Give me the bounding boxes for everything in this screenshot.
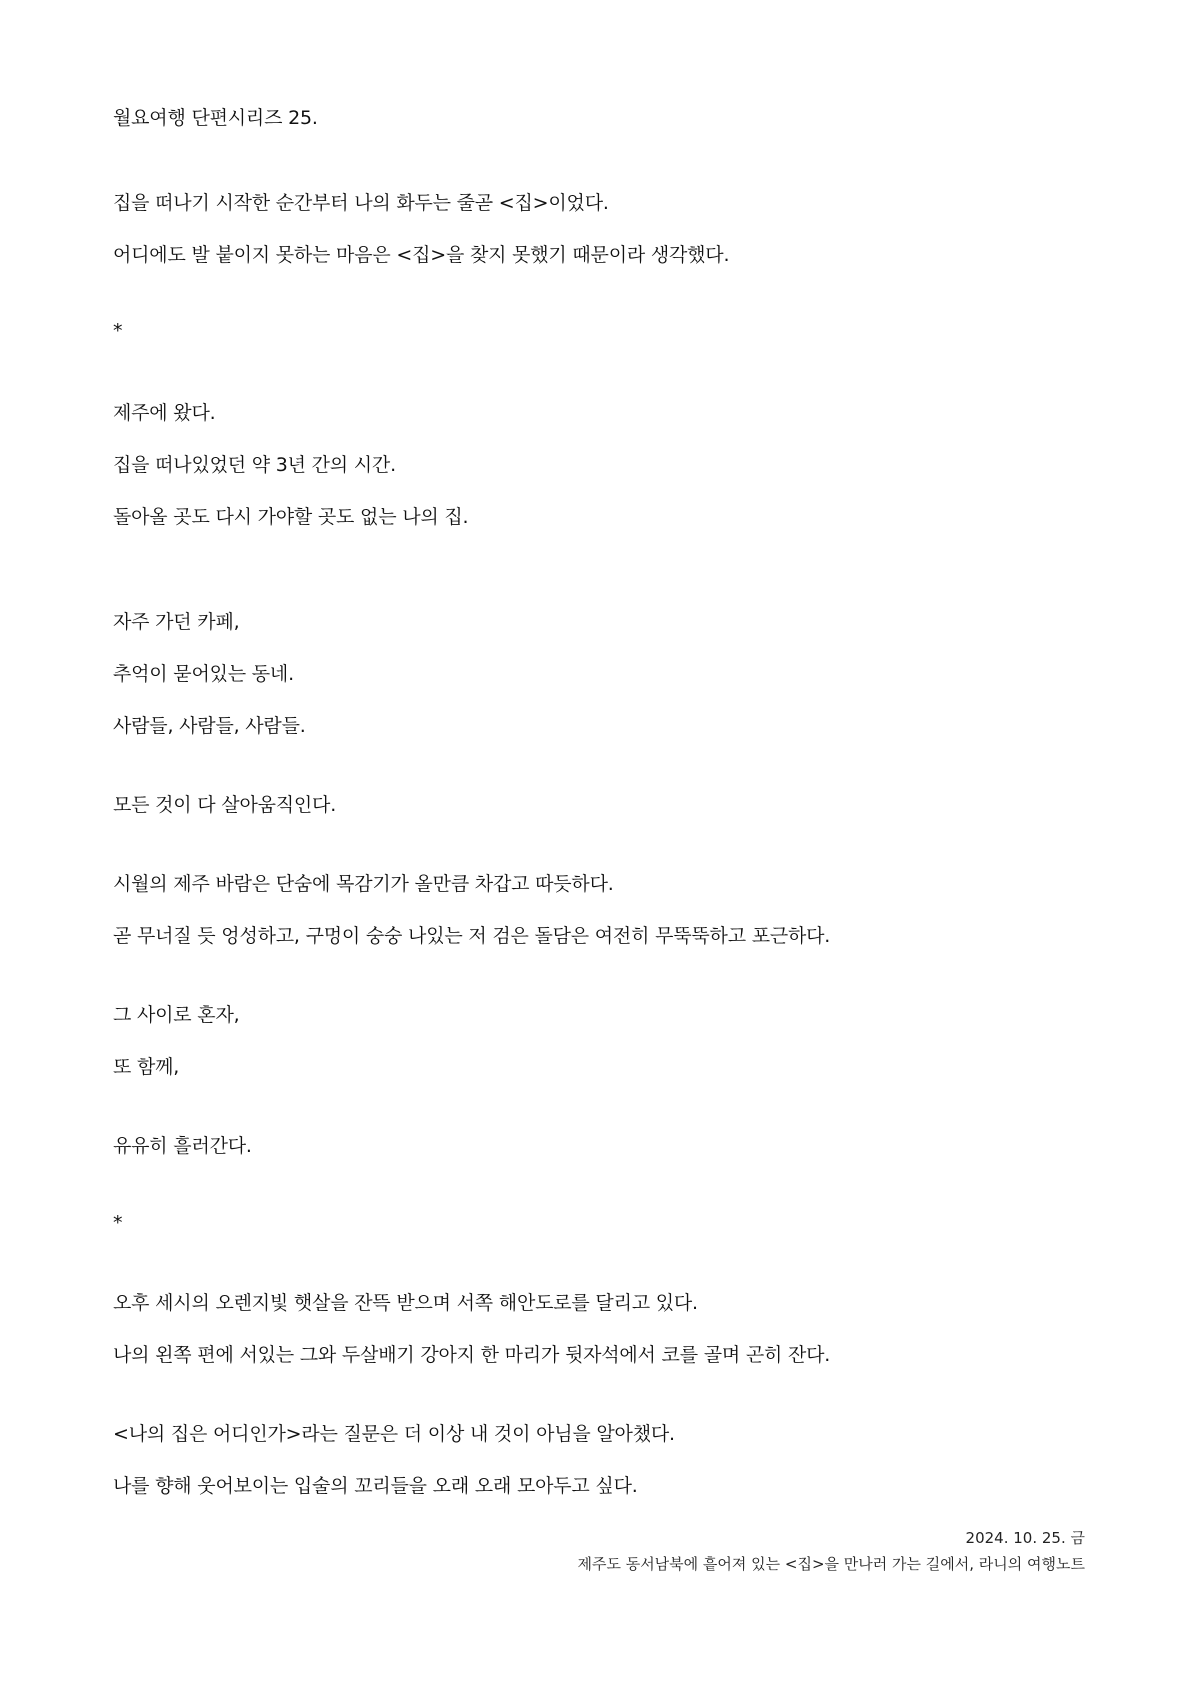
- footer-signature: 제주도 동서남북에 흩어져 있는 <집>을 만나러 가는 길에서, 라니의 여행노트: [577, 1555, 1085, 1573]
- text-line: 자주 가던 카페,: [113, 611, 240, 633]
- text-line: 오후 세시의 오렌지빛 햇살을 잔뜩 받으며 서쪽 해안도로를 달리고 있다.: [113, 1292, 698, 1314]
- section-divider: *: [113, 1212, 123, 1234]
- text-line: 모든 것이 다 살아움직인다.: [113, 794, 337, 816]
- text-line: 어디에도 발 붙이지 못하는 마음은 <집>을 찾지 못했기 때문이라 생각했다.: [113, 244, 730, 266]
- text-line: 또 함께,: [113, 1056, 180, 1078]
- section-divider: *: [113, 320, 123, 342]
- footer-date: 2024. 10. 25. 금: [965, 1529, 1085, 1547]
- text-line: 집을 떠나기 시작한 순간부터 나의 화두는 줄곧 <집>이었다.: [113, 192, 609, 214]
- text-line: 집을 떠나있었던 약 3년 간의 시간.: [113, 454, 396, 476]
- text-line: 추억이 묻어있는 동네.: [113, 663, 294, 685]
- text-line: 시월의 제주 바람은 단숨에 목감기가 올만큼 차갑고 따듯하다.: [113, 873, 614, 895]
- text-line: 돌아올 곳도 다시 가야할 곳도 없는 나의 집.: [113, 506, 469, 528]
- text-line: 나의 왼쪽 편에 서있는 그와 두살배기 강아지 한 마리가 뒷자석에서 코를 골며 곤히 잔다.: [113, 1344, 831, 1366]
- text-line: 그 사이로 혼자,: [113, 1004, 240, 1026]
- text-line: 유유히 흘러간다.: [113, 1135, 252, 1157]
- text-line: <나의 집은 어디인가>라는 질문은 더 이상 내 것이 아님을 알아챘다.: [113, 1423, 675, 1445]
- text-line: 사람들, 사람들, 사람들.: [113, 715, 306, 737]
- series-title: 월요여행 단편시리즈 25.: [113, 107, 318, 129]
- text-line: 제주에 왔다.: [113, 402, 216, 424]
- text-line: 곧 무너질 듯 엉성하고, 구멍이 숭숭 나있는 저 검은 돌담은 여전히 무뚝뚝하고 포근하다.: [113, 925, 831, 947]
- text-line: 나를 향해 웃어보이는 입술의 꼬리들을 오래 오래 모아두고 싶다.: [113, 1475, 638, 1497]
